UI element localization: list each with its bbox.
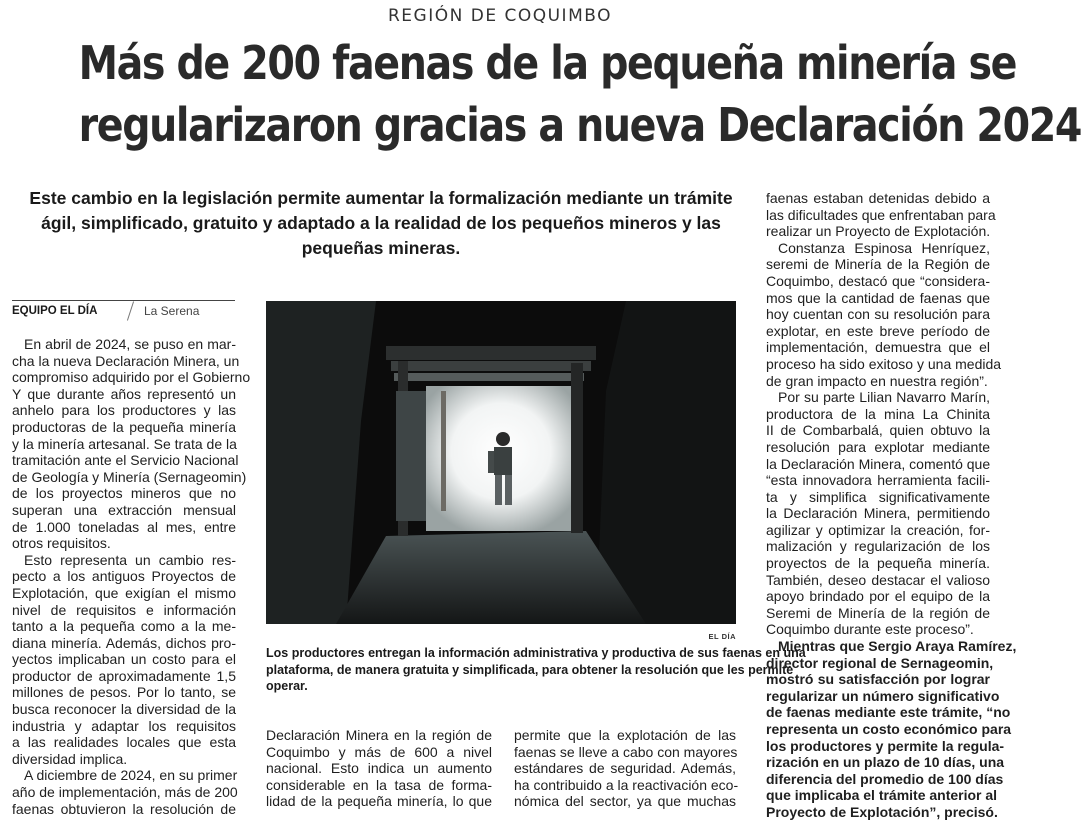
article-text-line: la Declaración Minera, comentó que [766, 455, 991, 472]
byline-author: EQUIPO EL DÍA [12, 305, 98, 317]
article-text-line: de Geología y Minería (Sernageomin) [12, 468, 247, 485]
article-text-line: diana minería. Además, dichos pro- [12, 634, 236, 651]
article-column-3 [514, 727, 739, 810]
article-text-line: Seremi de Minería de la región de [766, 604, 990, 621]
article-text-line: Declaración Minera en la región de [266, 727, 492, 743]
article-text-line: anhelo para los productores y las [12, 402, 236, 419]
article-text-line: de 1.000 toneladas al mes, entre [12, 518, 236, 535]
article-text-line: faenas estaban detenidas debido a [766, 190, 990, 206]
article-deck [12, 186, 750, 261]
article-text-line: estándares de seguridad. Además, [514, 760, 736, 777]
article-text-line: considerable en la tasa de forma- [266, 776, 492, 793]
mine-tunnel-photo [266, 301, 736, 624]
headline [78, 32, 1081, 156]
article-text-line: nacional. Esto indica un aumento [266, 760, 492, 777]
caption-line: operar. [266, 679, 308, 693]
article-text-line: de los proyectos mineros que no [12, 485, 236, 502]
article-text-line: Coquimbo durante este proceso”. [766, 621, 974, 638]
deck-line: ágil, simplificado, gratuito y adaptado a la realidad de los pequeños mineros y las [41, 213, 721, 233]
article-text-line: tanto a la pequeña como a la me- [12, 618, 236, 635]
article-text-line: industria y adaptar los requisitos [12, 717, 236, 734]
article-text-line: Coquimbo, destacó que “considera- [766, 272, 990, 289]
article-text-line: mos que la cantidad de faenas que [766, 289, 990, 306]
article-text-line: Constanza Espinosa Henríquez, [778, 239, 990, 256]
article-text-line: II de Combarbalá, quien obtuvo la [766, 422, 990, 439]
byline [12, 300, 235, 323]
article-text-line: Por su parte Lilian Navarro Marín, [778, 389, 990, 406]
caption-line: Los productores entregan la información administrativa y productiva de sus faenas en una [266, 646, 806, 660]
article-text-line: los productores y permite la regula- [766, 737, 1005, 754]
photo-credit: EL DÍA [708, 632, 736, 641]
article-text-line: superan una extracción mensual [12, 501, 236, 518]
article-text-line: Mientras que Sergio Araya Ramírez, [778, 638, 1017, 655]
article-text-line: Y que durante años representó un [12, 385, 236, 402]
article-text-line: Esto representa un cambio res- [24, 551, 236, 568]
article-text-line: Explotación, que exigían el mismo [12, 584, 236, 601]
article-text-line: realizar un Proyecto de Explotación. [766, 223, 991, 240]
article-text-line: tramitación ante el Servicio Nacional [12, 452, 239, 469]
article-text-line: de gran impacto en nuestra región”. [766, 372, 988, 389]
article-text-line: resolución para explotar mediante [766, 438, 990, 455]
article-text-line: regularizar un número significativo [766, 687, 1000, 704]
article-text-line: yectos implicaban un costo para el [12, 651, 236, 668]
article-text-line: millones de pesos. Por lo tanto, se [12, 684, 236, 701]
article-column-2 [266, 727, 492, 810]
article-text-line: Proyecto de Explotación”, precisó. [766, 803, 998, 820]
byline-place: La Serena [144, 304, 200, 318]
article-text-line: a las realidades locales que esta [12, 734, 236, 751]
article-text-line: productora de la mina La Chinita [766, 405, 990, 422]
photo-illustration [266, 301, 736, 624]
article-text-line: diversidad implica. [12, 750, 128, 767]
caption-line: plataforma, de manera gratuita y simplificada, para obtener la resolución que les permite [266, 662, 794, 677]
article-text-line: cha la nueva Declaración Minera, un [12, 352, 240, 369]
article-text-line: representa un costo económico para [766, 721, 1012, 737]
article-text-line: la Declaración Minera, permitiendo [766, 505, 990, 522]
article-text-line: mostró su satisfacción por lograr [766, 671, 990, 688]
article-text-line: “esta innovadora herramienta facili- [766, 472, 990, 489]
article-text-line: de faenas mediante este trámite, “no [766, 704, 1011, 721]
article-column-1 [12, 336, 251, 817]
article-text-line: año de implementación, más de 200 [12, 784, 238, 801]
article-text-line: hoy cuentan con su resolución para [766, 306, 990, 323]
article-text-line: compromiso adquirido por el Gobierno [12, 369, 251, 386]
article-text-line: ta y simplifica significativamente [766, 488, 990, 505]
article-text-line: Coquimbo y más de 600 a nivel [266, 743, 492, 760]
article-text-line: diferencia del promedio de 100 días [766, 770, 1004, 787]
section-label: REGIÓN DE COQUIMBO [388, 6, 612, 26]
article-text-line: faenas se lleve a cabo con mayores [514, 743, 738, 760]
article-text-line: faenas obtuvieron la resolución de [12, 800, 236, 817]
article-text-line: rización en un plazo de 10 días, una [766, 754, 1005, 771]
article-text-line: En abril de 2024, se puso en mar- [24, 336, 236, 352]
deck-line: pequeñas mineras. [301, 238, 461, 258]
article-text-line: permite que la explotación de las [514, 727, 736, 743]
article-text-line: que implicaba el trámite anterior al [766, 787, 998, 804]
headline-line: Más de 200 faenas de la pequeña minería se [78, 36, 1017, 90]
article-text-line: nivel de requisitos e información [12, 601, 236, 618]
article-text-line: productor de aproximadamente 1,5 [12, 667, 236, 684]
headline-line: regularizaron gracias a nueva Declaración 2024 [78, 98, 1081, 152]
article-text-line: proceso ha sido exitoso y una medida [766, 355, 1002, 372]
article-text-line: malización y regularización de los [766, 538, 990, 555]
article-text-line: otros requisitos. [12, 535, 111, 552]
article-text-line: También, deseo destacar el valioso [766, 571, 990, 588]
article-text-line: apoyo brindado por el equipo de la [766, 588, 990, 605]
article-text-line: A diciembre de 2024, en su primer [24, 767, 238, 784]
article-text-line: director regional de Sernageomin, [766, 654, 994, 671]
article-text-line: lidad de la pequeña minería, lo que [266, 793, 492, 810]
article-text-line: ha contribuido a la reactivación eco- [514, 776, 739, 793]
byline-divider [127, 301, 134, 320]
article-text-line: agilizar y optimizar la creación, for- [766, 521, 990, 538]
article-text-line: implementación, demuestra que el [766, 339, 990, 356]
article-text-line: explotar, en este breve período de [766, 322, 990, 339]
deck-line: Este cambio en la legislación permite aumentar la formalización mediante un trámite [29, 188, 733, 208]
article-text-line: proyectos de la pequeña minería. [766, 555, 990, 572]
photo-caption [266, 645, 806, 695]
article-text-line: y la minería artesanal. Se trata de la [12, 435, 237, 452]
article-column-4 [766, 190, 1017, 821]
article-text-line: pecto a los antiguos Proyectos de [12, 568, 236, 585]
article-text-line: las dificultades que enfrentaban para [766, 206, 996, 223]
article-text-line: seremi de Minería de la Región de [766, 256, 990, 273]
article-text-line: productoras de la pequeña minería [12, 418, 236, 435]
article-text-line: busca reconocer la diversidad de la [12, 701, 236, 718]
article-text-line: nómica del sector, ya que muchas [514, 793, 736, 810]
